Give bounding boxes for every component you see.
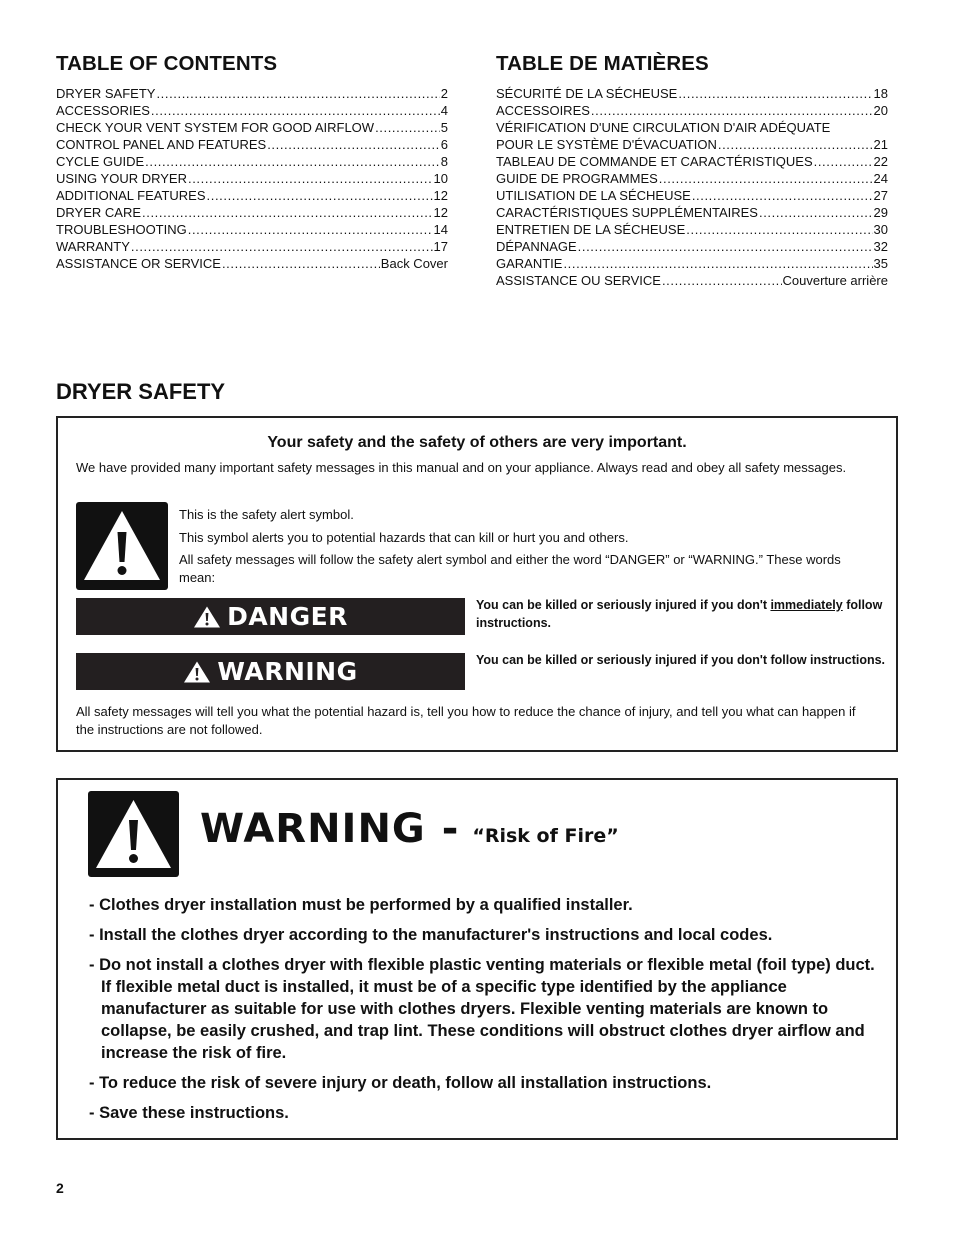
danger-label: DANGER [227,602,348,631]
section-title-dryer-safety: DRYER SAFETY [56,379,226,404]
toc-entry[interactable]: WARRANTY ..... 17 [56,238,448,255]
safety-message-box [56,416,898,752]
toc-entry[interactable]: USING YOUR DRYER ..... 10 [56,170,448,187]
safety-symbol-line-3: All safety messages will follow the safety alert symbol and either the word “DANGER” or “WARNING.” These words mean: [179,552,841,585]
toc-entry[interactable]: DÉPANNAGE ..... 32 [496,238,888,255]
list-item: - To reduce the risk of severe injury or death, follow all installation instructions. [89,1074,712,1092]
toc-entry[interactable]: ASSISTANCE OR SERVICE ..... Back Cover [56,255,448,272]
toc-entry[interactable]: ASSISTANCE OU SERVICE ..... Couverture arrière [496,272,888,289]
danger-label-bar [76,598,465,635]
safety-symbol-line-2: This symbol alerts you to potential hazards that can kill or hurt you and others. [179,530,629,545]
toc-entry[interactable]: UTILISATION DE LA SÉCHEUSE ..... 27 [496,187,888,204]
toc-entry[interactable]: CYCLE GUIDE ..... 8 [56,153,448,170]
safety-footer-text: All safety messages will tell you what the potential hazard is, tell you how to reduce the chance of injury, and tell you what can happen if the instructions are not followed. [76,704,856,737]
safety-heading: Your safety and the safety of others are very important. [267,434,687,451]
toc-entry[interactable]: GUIDE DE PROGRAMMES ..... 24 [496,170,888,187]
safety-symbol-line-1: This is the safety alert symbol. [179,507,354,522]
toc-french-list [496,85,888,289]
danger-description: You can be killed or seriously injured if you don't immediately follow instructions. [476,598,883,630]
danger-alert-icon [193,605,221,629]
list-item: - Save these instructions. [89,1104,289,1122]
fire-warning-title [200,806,619,852]
list-item: - Install the clothes dryer according to the manufacturer's instructions and local codes. [89,926,773,944]
toc-entry[interactable]: DRYER CARE ..... 12 [56,204,448,221]
warning-alert-icon [183,660,211,684]
toc-entry[interactable]: ACCESSORIES ..... 4 [56,102,448,119]
safety-alert-icon [76,502,168,590]
fire-warning-box [56,778,898,1140]
toc-entry[interactable]: ADDITIONAL FEATURES ..... 12 [56,187,448,204]
safety-intro: We have provided many important safety messages in this manual and on your appliance. Always read and obey all safety messages. [76,460,847,475]
toc-french [496,52,888,289]
toc-entry[interactable]: POUR LE SYSTÈME D'ÉVACUATION ..... 21 [496,136,888,153]
toc-entry[interactable]: DRYER SAFETY ..... 2 [56,85,448,102]
warning-label-bar [76,653,465,690]
toc-english-list [56,85,448,272]
fire-warning-word: WARNING [200,806,426,852]
fire-warning-dash: - [441,806,459,852]
toc-entry-first-line[interactable]: VÉRIFICATION D'UNE CIRCULATION D'AIR ADÉQUATE [496,120,831,135]
fire-warning-alert-icon [88,791,179,877]
fire-warning-list [89,894,889,1132]
toc-english [56,52,448,272]
toc-entry[interactable]: CONTROL PANEL AND FEATURES ..... 6 [56,136,448,153]
toc-entry[interactable]: GARANTIE ..... 35 [496,255,888,272]
toc-entry[interactable]: TROUBLESHOOTING ..... 14 [56,221,448,238]
toc-english-title: TABLE OF CONTENTS [56,52,278,75]
toc-entry[interactable]: SÉCURITÉ DE LA SÉCHEUSE ..... 18 [496,85,888,102]
toc-entry[interactable]: ENTRETIEN DE LA SÉCHEUSE ..... 30 [496,221,888,238]
warning-label: WARNING [217,657,358,686]
page-number: 2 [56,1180,64,1196]
toc-entry[interactable]: CARACTÉRISTIQUES SUPPLÉMENTAIRES ..... 29 [496,204,888,221]
warning-description: You can be killed or seriously injured if you don't follow instructions. [476,653,886,667]
list-item: - Clothes dryer installation must be performed by a qualified installer. [89,896,633,914]
toc-entry[interactable]: TABLEAU DE COMMANDE ET CARACTÉRISTIQUES ..... 22 [496,153,888,170]
toc-french-title: TABLE DE MATIÈRES [496,52,709,75]
toc-entry[interactable]: ACCESSOIRES ..... 20 [496,102,888,119]
toc-entry[interactable]: CHECK YOUR VENT SYSTEM FOR GOOD AIRFLOW ..... 5 [56,119,448,136]
fire-warning-subtitle: “Risk of Fire” [472,825,619,847]
list-item: - Do not install a clothes dryer with flexible plastic venting materials or flexible metal (foil type) duct. If flexible metal duct is installed, it must be of a specific type identified by the appliance manufacturer as suitable for use with clothes dryers. Flexible venting materials are known to collapse, be easily crushed, and trap lint. These conditions will obstruct clothes dryer airflow and increase the risk of fire. [89,956,875,1062]
